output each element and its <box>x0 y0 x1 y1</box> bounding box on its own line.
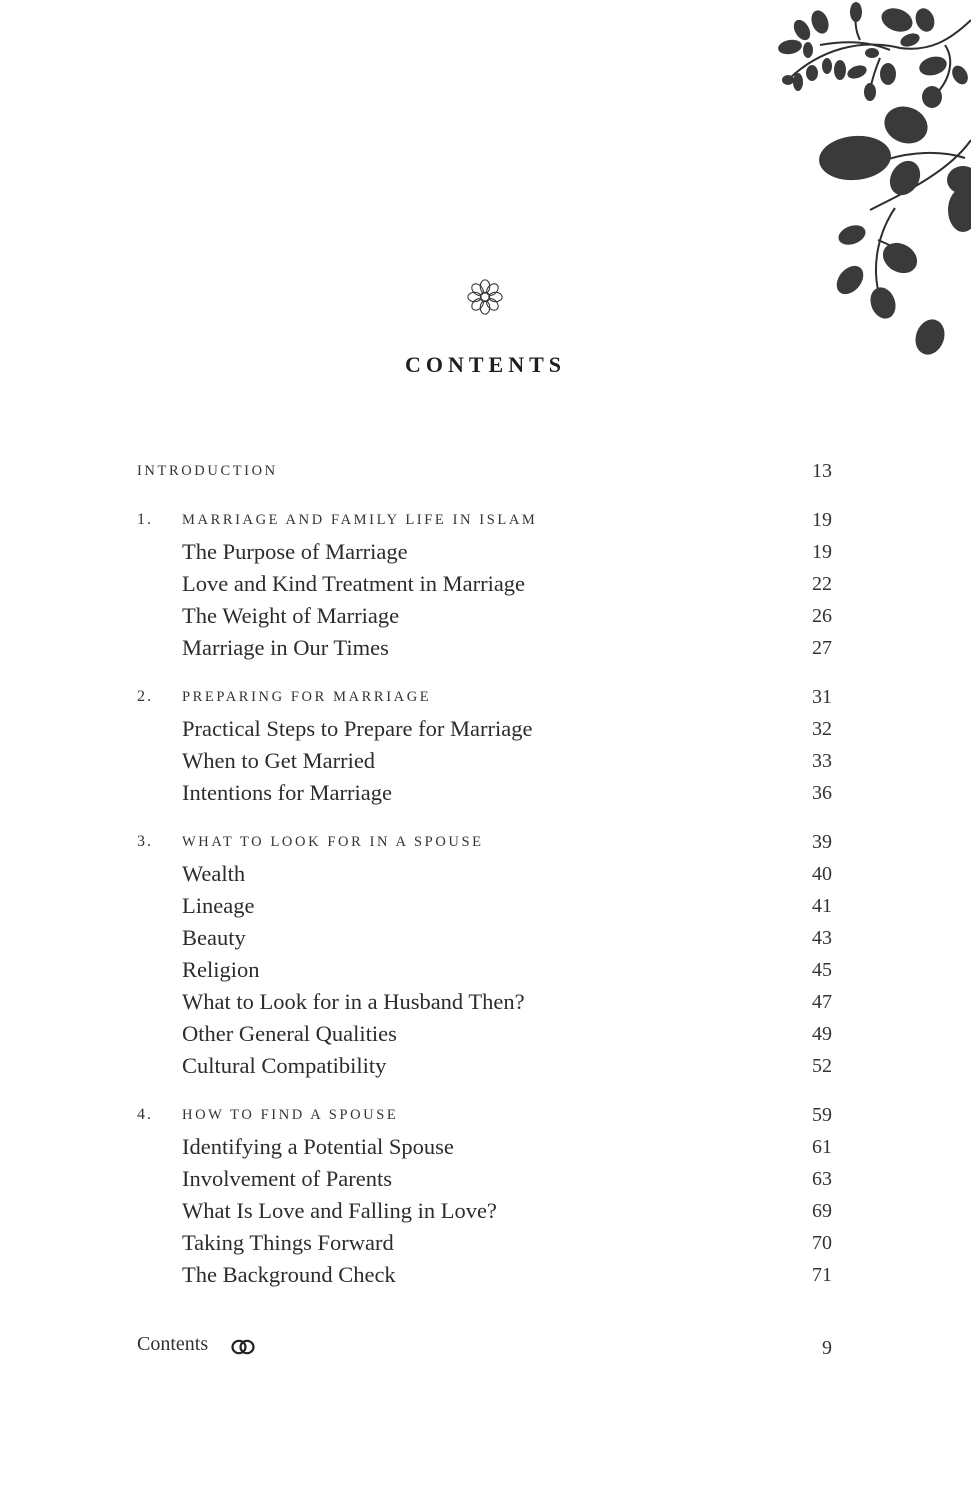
toc-section[interactable] <box>137 632 832 664</box>
section-title: What Is Love and Falling in Love? <box>182 1198 497 1223</box>
toc-section[interactable] <box>137 1050 832 1082</box>
toc-chapter-heading[interactable] <box>137 681 832 713</box>
toc-section[interactable] <box>137 1259 832 1291</box>
chapter-number: 4. <box>137 1106 153 1123</box>
toc-section[interactable] <box>137 858 832 890</box>
section-title: Wealth <box>182 861 246 886</box>
toc-section[interactable] <box>137 600 832 632</box>
toc-entry-label: INTRODUCTION <box>137 463 278 479</box>
toc-page-number: 31 <box>812 686 832 708</box>
section-title: Religion <box>182 957 260 982</box>
toc-section[interactable] <box>137 745 832 777</box>
section-title: Practical Steps to Prepare for Marriage <box>182 716 533 741</box>
toc-page-number: 19 <box>812 509 832 531</box>
toc-page-number: 27 <box>812 637 832 659</box>
section-title: Beauty <box>182 925 246 950</box>
section-title: Intentions for Marriage <box>182 780 392 805</box>
vine-leaves-icon <box>760 0 971 370</box>
toc-section[interactable] <box>137 1227 832 1259</box>
toc-page-number: 43 <box>812 927 832 949</box>
chapter-title: MARRIAGE AND FAMILY LIFE IN ISLAM <box>182 512 538 528</box>
toc-section[interactable] <box>137 777 832 809</box>
chapter-title: WHAT TO LOOK FOR IN A SPOUSE <box>182 834 484 850</box>
chapter-number: 1. <box>137 511 153 528</box>
interlocking-rings-icon <box>230 1339 256 1355</box>
page-footer <box>137 1333 832 1363</box>
section-title: Other General Qualities <box>182 1021 397 1046</box>
chapter-title: HOW TO FIND A SPOUSE <box>182 1107 399 1123</box>
section-title: Cultural Compatibility <box>182 1053 387 1078</box>
toc-section[interactable] <box>137 954 832 986</box>
toc-page-number: 40 <box>812 863 832 885</box>
section-title: Taking Things Forward <box>182 1230 394 1255</box>
toc-page-number: 63 <box>812 1168 832 1190</box>
toc-section[interactable] <box>137 568 832 600</box>
section-title: The Purpose of Marriage <box>182 539 408 564</box>
toc-page-number: 22 <box>812 573 832 595</box>
section-title: What to Look for in a Husband Then? <box>182 989 525 1014</box>
toc-page-number: 41 <box>812 895 832 917</box>
toc-section[interactable] <box>137 536 832 568</box>
toc-page-number: 47 <box>812 991 832 1013</box>
chapter-title: PREPARING FOR MARRIAGE <box>182 689 432 705</box>
toc-section[interactable] <box>137 1018 832 1050</box>
toc-chapter-heading[interactable] <box>137 504 832 536</box>
toc-page-number: 19 <box>812 541 832 563</box>
toc-page-number: 49 <box>812 1023 832 1045</box>
toc-entry-introduction[interactable] <box>137 455 832 487</box>
section-title: Involvement of Parents <box>182 1166 392 1191</box>
section-title: When to Get Married <box>182 748 376 773</box>
page-number: 9 <box>822 1337 832 1359</box>
section-title: Lineage <box>182 893 255 918</box>
toc-section[interactable] <box>137 1195 832 1227</box>
toc-page-number: 33 <box>812 750 832 772</box>
toc-page-number: 52 <box>812 1055 832 1077</box>
floral-rosette-icon <box>466 278 504 316</box>
toc-chapter-heading[interactable] <box>137 1099 832 1131</box>
toc-page-number: 45 <box>812 959 832 981</box>
toc-section[interactable] <box>137 1163 832 1195</box>
toc-page-number: 39 <box>812 831 832 853</box>
toc-page-number: 13 <box>812 460 832 482</box>
toc-page-number: 69 <box>812 1200 832 1222</box>
toc-section[interactable] <box>137 713 832 745</box>
toc-chapter-heading[interactable] <box>137 826 832 858</box>
chapter-number: 3. <box>137 833 153 850</box>
section-title: Love and Kind Treatment in Marriage <box>182 571 526 596</box>
toc-section[interactable] <box>137 1131 832 1163</box>
toc-page-number: 36 <box>812 782 832 804</box>
toc-section[interactable] <box>137 890 832 922</box>
section-title: Marriage in Our Times <box>182 635 389 660</box>
toc-section[interactable] <box>137 986 832 1018</box>
toc-page-number: 71 <box>812 1264 832 1286</box>
toc-page-number: 70 <box>812 1232 832 1254</box>
toc-page-number: 26 <box>812 605 832 627</box>
page-title: CONTENTS <box>404 352 567 377</box>
footer-label: Contents <box>137 1333 209 1355</box>
section-title: Identifying a Potential Spouse <box>182 1134 454 1159</box>
chapter-number: 2. <box>137 688 153 705</box>
table-of-contents <box>137 455 832 1291</box>
toc-page-number: 32 <box>812 718 832 740</box>
section-title: The Background Check <box>182 1262 396 1287</box>
toc-page-number: 59 <box>812 1104 832 1126</box>
section-title: The Weight of Marriage <box>182 603 400 628</box>
toc-page-number: 61 <box>812 1136 832 1158</box>
toc-section[interactable] <box>137 922 832 954</box>
